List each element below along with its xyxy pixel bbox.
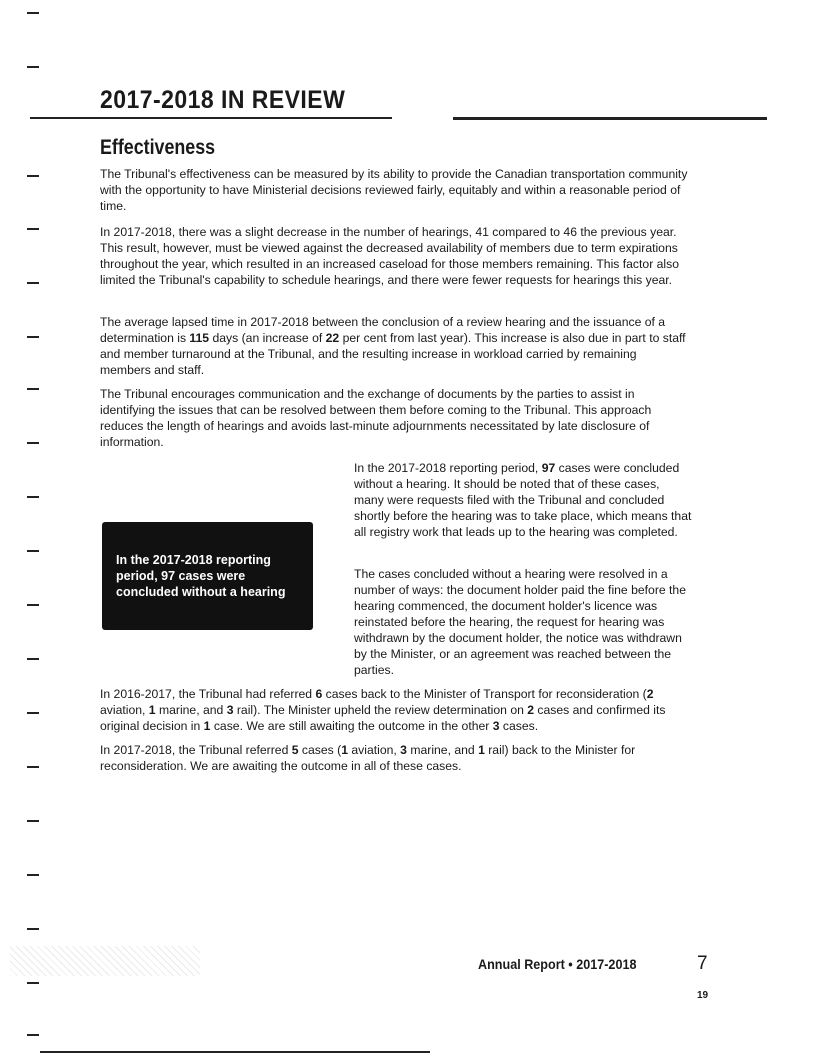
percent-value: 22 <box>325 331 340 345</box>
paragraph-communication: The Tribunal encourages communication and the exchange of documents by the parties to assist in identifying the issues that can be resolved between them before coming to the Tribunal. This approach reduces the length of hearings and avoids last-minute adjournments necessitated by late disclosure of information. <box>100 387 652 449</box>
margin-mark <box>27 928 39 930</box>
scan-page-number: 19 <box>697 990 709 1001</box>
footer-report-label: Annual Report • 2017-2018 <box>478 956 637 972</box>
text-run: cases ( <box>298 743 342 757</box>
header-rule-left <box>30 117 392 119</box>
paragraph-concluded-without-hearing <box>354 460 692 540</box>
bottom-rule <box>40 1051 430 1053</box>
margin-mark <box>27 66 39 68</box>
margin-mark <box>27 982 39 984</box>
margin-mark <box>27 874 39 876</box>
text-run: days (an increase of <box>209 331 326 345</box>
page-header-title: 2017-2018 IN REVIEW <box>100 86 346 114</box>
margin-mark <box>27 175 39 177</box>
margin-mark <box>27 550 39 552</box>
text-run: In the 2017-2018 reporting period, <box>354 461 542 475</box>
margin-mark <box>27 12 39 14</box>
margin-mark <box>27 820 39 822</box>
text-run: case. We are still awaiting the outcome in the other <box>210 719 493 733</box>
scan-artifact <box>10 946 200 976</box>
text-run: In 2016-2017, the Tribunal had referred <box>100 687 316 701</box>
count-value: 3 <box>400 743 407 757</box>
margin-mark <box>27 496 39 498</box>
text-run: The average lapsed time in 2017-2018 between the conclusion of a review hearing and the issuance of a determination is <box>100 315 666 345</box>
text-run: aviation, <box>347 743 401 757</box>
text-run: cases and confirmed its original decision in <box>100 703 666 733</box>
count-value: 1 <box>203 719 211 733</box>
text-run: rail). The Minister upheld the review determination on <box>233 703 528 717</box>
count-value: 2 <box>646 687 654 701</box>
page-number: 7 <box>697 953 708 974</box>
margin-mark <box>27 604 39 606</box>
paragraph-2016-referrals <box>100 686 690 734</box>
margin-mark <box>27 766 39 768</box>
margin-mark <box>27 336 39 338</box>
margin-mark <box>27 442 39 444</box>
count-value: 1 <box>478 743 485 757</box>
margin-mark <box>27 282 39 284</box>
text-run: marine, and <box>406 743 479 757</box>
margin-mark <box>27 1034 39 1036</box>
text-run: cases. <box>499 719 539 733</box>
count-value: 3 <box>492 719 500 733</box>
text-run: cases were concluded without a hearing. It should be noted that of these cases, many were requests filed with the Tribunal and concluded shortly before the hearing was to take place, which means that all registry work that leads up to the hearing was completed. <box>354 461 692 539</box>
paragraph-hearings: In 2017-2018, there was a slight decrease in the number of hearings, 41 compared to 46 the previous year. This result, however, must be viewed against the decreased availability of members due to term expirations throughout the year, which resulted in an increased caseload for those members remaining. This factor also limited the Tribunal's capability to schedule hearings, and there were fewer requests for hearings this year. <box>100 225 679 287</box>
callout-box <box>102 522 313 630</box>
text-run: marine, and <box>155 703 227 717</box>
margin-mark <box>27 712 39 714</box>
count-value: 5 <box>291 743 299 757</box>
text-run: aviation, <box>100 703 149 717</box>
count-value: 1 <box>148 703 156 717</box>
cases-value: 97 <box>541 461 556 475</box>
callout-text: In the 2017-2018 reporting period, 97 cases were concluded without a hearing <box>116 553 286 599</box>
count-value: 1 <box>341 743 348 757</box>
text-run: rail) back to the Minister for reconsideration. We are awaiting the outcome in all of these cases. <box>100 743 636 773</box>
margin-mark <box>27 228 39 230</box>
text-run: per cent from last year). This increase is also due in part to staff and member turnaround at the Tribunal, and the resulting increase in workload carried by remaining members and staff. <box>100 331 686 377</box>
count-value: 2 <box>527 703 535 717</box>
days-value: 115 <box>189 331 210 345</box>
header-rule-right <box>453 117 767 120</box>
paragraph-2017-referrals <box>100 742 690 774</box>
paragraph-effectiveness-intro: The Tribunal's effectiveness can be measured by its ability to provide the Canadian transportation community with the opportunity to have Ministerial decisions reviewed fairly, equitably and within a reasonable period of time. <box>100 167 688 213</box>
margin-mark <box>27 388 39 390</box>
paragraph-resolution-ways: The cases concluded without a hearing were resolved in a number of ways: the document holder paid the fine before the hearing commenced, the document holder's licence was reinstated before the hearing, the request for hearing was withdrawn by the document holder, the notice was withdrawn by the Minister, or an agreement was reached between the parties. <box>354 567 686 677</box>
margin-mark <box>27 658 39 660</box>
section-title: Effectiveness <box>100 136 216 159</box>
text-run: cases back to the Minister of Transport for reconsideration ( <box>322 687 647 701</box>
paragraph-lapsed-time <box>100 314 690 378</box>
text-run: In 2017-2018, the Tribunal referred <box>100 743 292 757</box>
count-value: 6 <box>315 687 323 701</box>
count-value: 3 <box>226 703 234 717</box>
